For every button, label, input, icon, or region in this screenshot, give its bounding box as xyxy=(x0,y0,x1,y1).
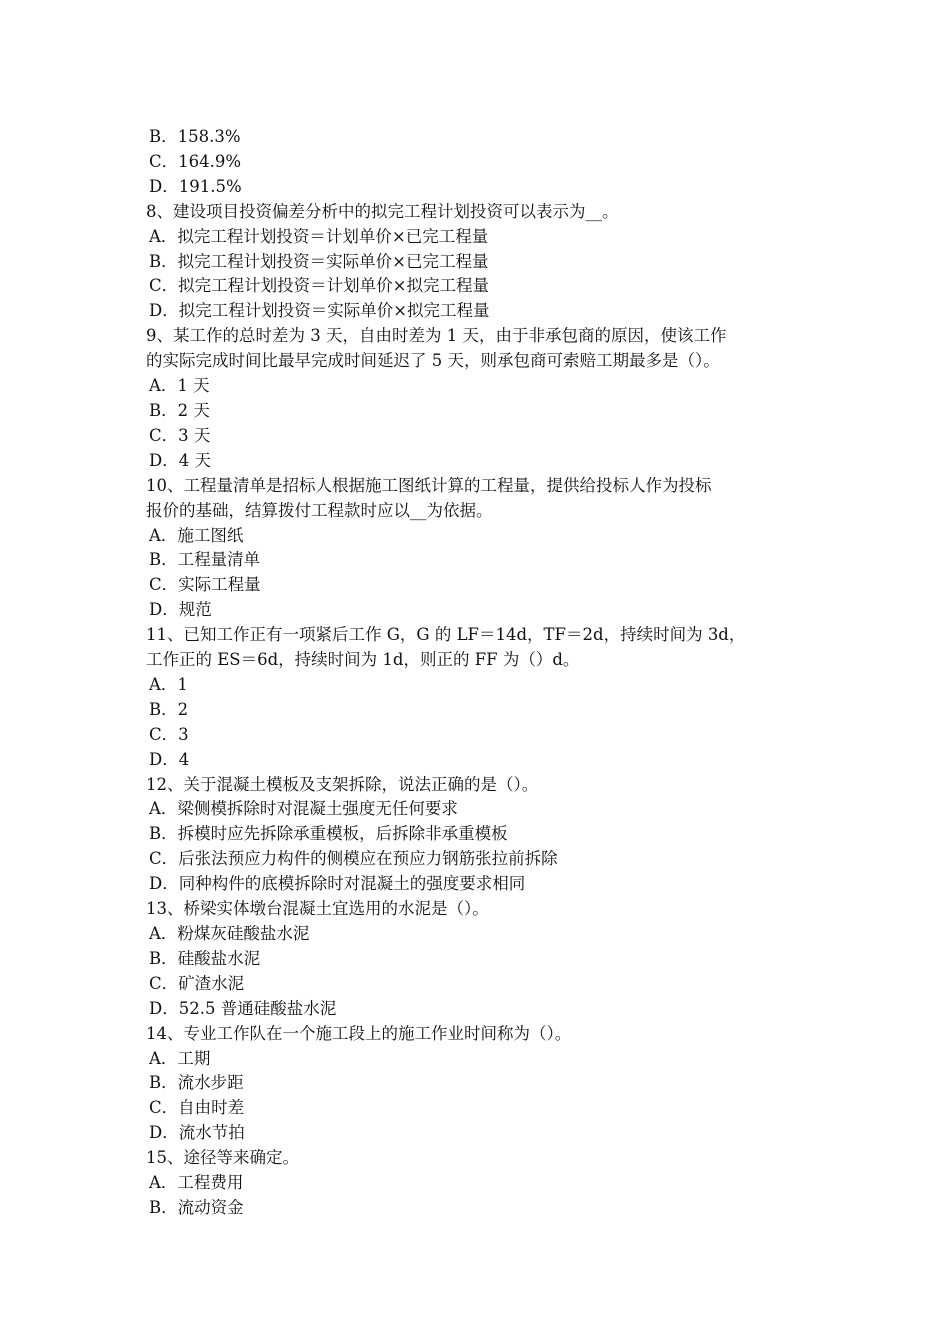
answer-option: B．158.3% xyxy=(149,127,241,146)
answer-option: D．同种构件的底模拆除时对混凝土的强度要求相同 xyxy=(149,874,526,894)
answer-option: B．2 天 xyxy=(149,400,210,420)
question-text-line: 的实际完成时间比最早完成时间延迟了 5 天，则承包商可索赔工期最多是（）。 xyxy=(146,351,720,371)
answer-option: D．规范 xyxy=(149,600,212,620)
answer-option: C．矿渣水泥 xyxy=(149,973,245,993)
question-text-line: 报价的基础，结算拨付工程款时应以__为依据。 xyxy=(146,500,493,520)
answer-option: A．粉煤灰硅酸盐水泥 xyxy=(149,924,310,943)
question-text-line: 10、工程量清单是招标人根据施工图纸计算的工程量，提供给投标人作为投标 xyxy=(146,475,712,495)
question-text-line: 9、某工作的总时差为 3 天，自由时差为 1 天，由于非承包商的原因，使该工作 xyxy=(146,326,727,346)
document-body xyxy=(146,125,816,1221)
question-text-line: 8、建设项目投资偏差分析中的拟完工程计划投资可以表示为__。 xyxy=(146,201,619,221)
question-text-line: 13、桥梁实体墩台混凝土宜选用的水泥是（）。 xyxy=(146,899,489,919)
question-text-line: 14、专业工作队在一个施工段上的施工作业时间称为（）。 xyxy=(146,1023,572,1043)
question-text-line: 11、已知工作正有一项紧后工作 G，G 的 LF＝14d，TF＝2d，持续时间为 3d， xyxy=(146,625,746,645)
answer-option: B．拟完工程计划投资＝实际单价×已完工程量 xyxy=(149,251,489,271)
answer-option: D．流水节拍 xyxy=(149,1123,245,1143)
answer-option: B．硅酸盐水泥 xyxy=(149,948,261,968)
answer-option: B．流动资金 xyxy=(149,1197,244,1217)
question-text-line: 12、关于混凝土模板及支架拆除，说法正确的是（）。 xyxy=(146,774,539,794)
answer-option: C．164.9% xyxy=(149,151,242,171)
answer-option: D．拟完工程计划投资＝实际单价×拟完工程量 xyxy=(149,301,490,321)
answer-option: A．工程费用 xyxy=(149,1173,244,1193)
answer-option: C．3 天 xyxy=(149,425,211,445)
answer-option: D．4 天 xyxy=(149,450,211,470)
answer-option: C．自由时差 xyxy=(149,1098,245,1118)
answer-option: A．1 天 xyxy=(149,376,210,396)
answer-option: B．2 xyxy=(149,699,189,719)
answer-option: D．4 xyxy=(149,749,190,769)
answer-option: B．工程量清单 xyxy=(149,550,261,570)
question-text-line: 15、途径等来确定。 xyxy=(146,1148,299,1168)
answer-option: A．梁侧模拆除时对混凝土强度无任何要求 xyxy=(149,799,458,819)
answer-option: A．工期 xyxy=(149,1048,211,1068)
answer-option: C．实际工程量 xyxy=(149,575,261,595)
question-text-line: 工作正的 ES＝6d，持续时间为 1d，则正的 FF 为（）d。 xyxy=(146,650,580,670)
answer-option: C．拟完工程计划投资＝计划单价×拟完工程量 xyxy=(149,276,489,296)
answer-option: A．1 xyxy=(149,674,188,694)
answer-option: A．拟完工程计划投资＝计划单价×已完工程量 xyxy=(149,226,489,246)
answer-option: C．3 xyxy=(149,724,189,744)
answer-option: C．后张法预应力构件的侧模应在预应力钢筋张拉前拆除 xyxy=(149,849,558,869)
answer-option: D．52.5 普通硅酸盐水泥 xyxy=(149,998,337,1018)
answer-option: A．施工图纸 xyxy=(149,525,244,545)
answer-option: B．流水步距 xyxy=(149,1073,244,1093)
answer-option: D．191.5% xyxy=(149,176,242,196)
answer-option: B．拆模时应先拆除承重模板，后拆除非承重模板 xyxy=(149,824,508,844)
